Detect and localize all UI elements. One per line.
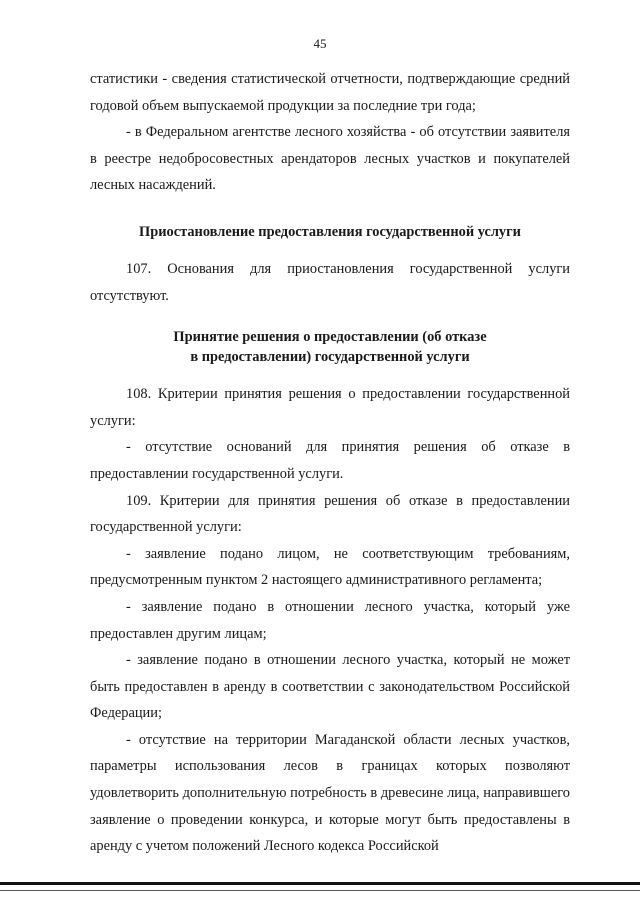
bottom-border-line-thin (0, 890, 640, 891)
heading-decision-line2: в предоставлении) государственной услуги (190, 349, 470, 366)
paragraph-statistics: статистики - сведения статистической отчетности, подтверждающие средний годовой объем выпускаемой продукции за последние три года; (90, 71, 570, 114)
page-number: 45 (313, 36, 327, 51)
paragraph-107: 107. Основания для приостановления государственной услуги отсутствуют. (90, 260, 570, 304)
paragraph-108-criterion: - отсутствие оснований для принятия решения об отказе в предоставлении государственной услуги. (90, 439, 570, 482)
paragraph-109: 109. Критерии для принятия решения об отказе в предоставлении государственной услуги: (90, 492, 570, 536)
paragraph-109-item-4: - отсутствие на территории Магаданской области лесных участков, параметры использования лесов в границах которых позволяют удовлетворить дополнительную потребность в древесине лица, направившего заявление о проведении конкурса, и которые могут быть предоставлены в аренду с учетом положений Лесного кодекса Российской (90, 731, 570, 855)
bottom-border-line (0, 882, 640, 885)
heading-decision (90, 327, 570, 367)
paragraph-109-item-3: - заявление подано в отношении лесного участка, который не может быть предоставлен в аренду в соответствии с законодательством Российской Федерации; (90, 652, 570, 722)
paragraph-108: 108. Критерии принятия решения о предоставлении государственной услуги: (90, 386, 570, 429)
paragraph-109-item-1: - заявление подано лицом, не соответствующим требованиям, предусмотренным пунктом 2 настоящего административного регламента; (90, 545, 570, 589)
paragraph-forestry-agency: - в Федеральном агентстве лесного хозяйства - об отсутствии заявителя в реестре недобросовестных арендаторов лесных участков и покупателей лесных насаждений. (90, 124, 570, 194)
heading-suspension: Приостановление предоставления государственной услуги (139, 223, 521, 240)
heading-decision-line1: Принятие решения о предоставлении (об отказе (173, 329, 487, 346)
document-body (90, 66, 570, 860)
paragraph-109-item-2: - заявление подано в отношении лесного участка, который уже предоставлен другим лицам; (90, 598, 570, 642)
